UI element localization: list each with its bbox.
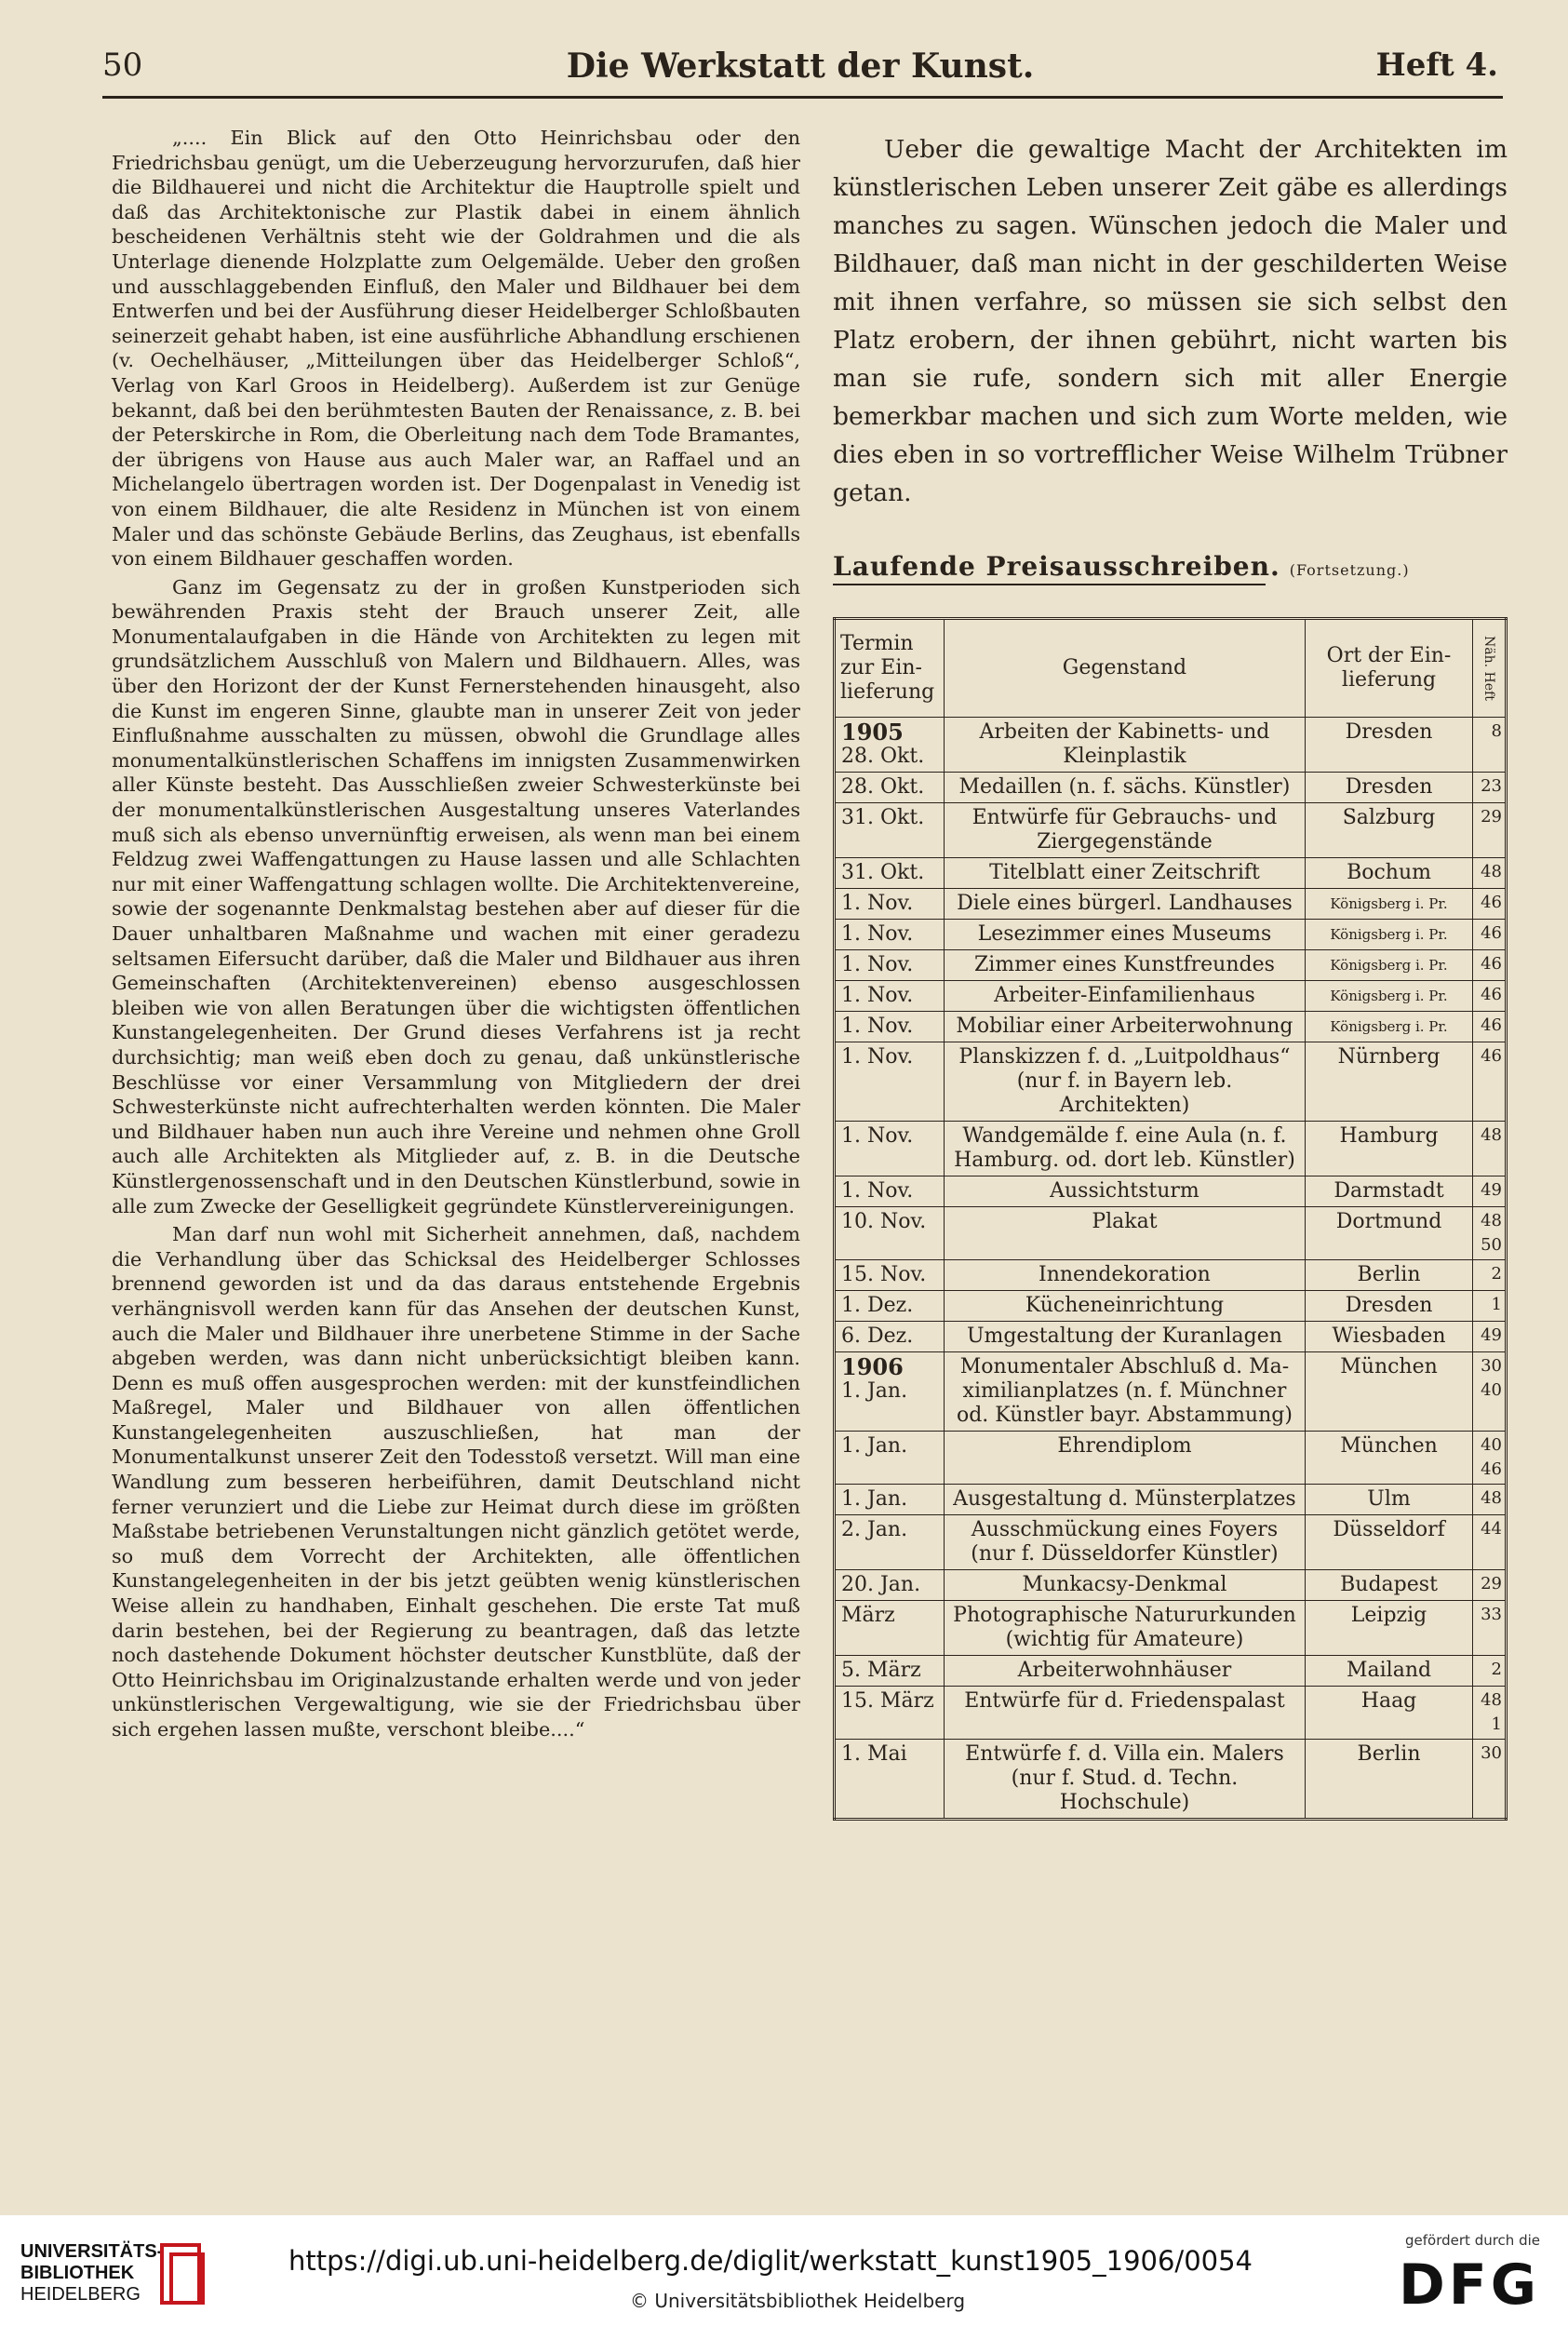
subject-line: (nur f. Düsseldorfer Künstler) xyxy=(971,1542,1279,1566)
subject-line: Hamburg. od. dort leb. Künstler) xyxy=(954,1149,1295,1172)
subject-line: Entwürfe f. d. Villa ein. Malers xyxy=(965,1742,1284,1766)
issue-ref: 48 xyxy=(1481,1211,1502,1230)
deadline-date: 15. März xyxy=(841,1689,934,1713)
library-logo-icon xyxy=(156,2239,210,2308)
deadline-cell xyxy=(835,1740,945,1820)
intro-paragraph: Ueber die gewaltige Macht der Architekten im künstlerischen Leben unserer Zeit gäbe es allerdings manches zu sagen. Wünschen jedoch die Maler und Bildhauer, daß man nicht in der geschilderten Weise mit ihnen verfahre, so müssen sie sich selbst den Platz erobern, der ihnen gebührt, nicht warten bis man sie rufe, sondern sich mit aller Energie bemerkbar machen und sich zum Worte melden, wie dies eben in so vortrefflicher Weise Wilhelm Trübner getan. xyxy=(833,135,1508,507)
subject-line: Arbeiterwohnhäuser xyxy=(1017,1659,1232,1682)
deadline-cell xyxy=(835,1570,945,1601)
subject-line: od. Künstler bayr. Abstammung) xyxy=(956,1404,1293,1427)
subject-cell xyxy=(944,718,1305,773)
subject-cell xyxy=(944,1432,1305,1485)
place-cell: Königsberg i. Pr. xyxy=(1306,889,1473,920)
place-cell: Düsseldorf xyxy=(1306,1515,1473,1570)
header-termin-line: lieferung xyxy=(840,680,935,704)
deadline-date: 1. Nov. xyxy=(841,984,914,1007)
header-place xyxy=(1306,619,1473,718)
subject-line: Medaillen (n. f. sächs. Künstler) xyxy=(958,775,1291,799)
issue-ref: 46 xyxy=(1481,1046,1502,1066)
issue-ref: 23 xyxy=(1481,776,1502,796)
issue-ref: 46 xyxy=(1481,923,1502,943)
table-row xyxy=(835,718,1507,773)
issue-ref: 46 xyxy=(1481,1015,1502,1035)
deadline-date: 15. Nov. xyxy=(841,1263,927,1286)
issue-ref: 49 xyxy=(1481,1325,1502,1345)
subject-cell xyxy=(944,803,1305,858)
table-row xyxy=(835,1432,1507,1485)
deadline-cell xyxy=(835,1656,945,1687)
subject-cell xyxy=(944,1042,1305,1122)
place-cell: Ulm xyxy=(1306,1485,1473,1515)
subject-cell xyxy=(944,1515,1305,1570)
deadline-cell xyxy=(835,981,945,1012)
issue-ref: 2 xyxy=(1491,1660,1502,1679)
place-cell: Haag xyxy=(1306,1687,1473,1740)
section-rule xyxy=(833,584,1266,585)
issue-ref: 40 xyxy=(1481,1435,1502,1455)
table-row xyxy=(835,1515,1507,1570)
header-subject: Gegenstand xyxy=(944,619,1305,718)
issue-ref: 1 xyxy=(1491,1714,1502,1734)
subject-line: Diele eines bürgerl. Landhauses xyxy=(957,892,1293,915)
place-cell: Bochum xyxy=(1306,858,1473,889)
table-row xyxy=(835,920,1507,950)
left-column xyxy=(112,126,800,1742)
issue-ref: 48 xyxy=(1481,1690,1502,1710)
issue-ref-cell xyxy=(1473,1687,1507,1740)
deadline-cell xyxy=(835,803,945,858)
table-row xyxy=(835,1656,1507,1687)
subject-line: Zimmer eines Kunstfreundes xyxy=(973,953,1275,976)
place-cell: Salzburg xyxy=(1306,803,1473,858)
table-row xyxy=(835,773,1507,803)
subject-cell xyxy=(944,1687,1305,1740)
place-cell: Königsberg i. Pr. xyxy=(1306,920,1473,950)
place-cell: München xyxy=(1306,1352,1473,1432)
issue-ref-cell xyxy=(1473,1740,1507,1820)
deadline-cell xyxy=(835,1122,945,1176)
deadline-cell xyxy=(835,1291,945,1322)
section-title: Laufende Preisausschreiben. xyxy=(833,551,1280,582)
subject-cell xyxy=(944,1176,1305,1207)
deadline-date: 10. Nov. xyxy=(841,1210,927,1233)
place-cell: Wiesbaden xyxy=(1306,1322,1473,1352)
subject-line: ximilianplatzes (n. f. Münchner xyxy=(962,1379,1287,1403)
subject-cell xyxy=(944,858,1305,889)
issue-ref-cell xyxy=(1473,950,1507,981)
deadline-date: 1. Jan. xyxy=(841,1434,908,1458)
issue-ref: 50 xyxy=(1481,1235,1502,1255)
place-cell: Nürnberg xyxy=(1306,1042,1473,1122)
paragraph: „.... Ein Blick auf den Otto Heinrichsbau oder den Friedrichsbau genügt, um die Ueberzeugung hervorzurufen, daß hier die Bildhauerei und nicht die Architektur die Hauptrolle spielt und daß das Architektonische zur Plastik dabei in einem ähnlich bescheidenen Verhältnis steht wie der Goldrahmen und die als Unterlage dienende Holzplatte zum Oelgemälde. Ueber den großen und ausschlaggebenden Einfluß, den Maler und Bildhauer bei dem Entwerfen und bei der Ausführung dieser Heidelberger Schloßbauten seinerzeit gehabt haben, ist eine ausführliche Abhandlung erschienen (v. Oechelhäuser, „Mitteilungen über das Heidelberger Schloß“, Verlag von Karl Groos in Heidelberg). Außerdem ist zur Genüge bekannt, daß bei den berühmtesten Bauten der Renaissance, z. B. bei der Peterskirche in Rom, die Oberleitung nach dem Tode Bramantes, der übrigens von Hause aus auch Maler war, an Raffael und an Michelangelo übertragen worden ist. Der Dogenpalast in Venedig ist von einem Bildhauer, die alte Residenz in München ist von einem Maler und das schönste Gebäude Berlins, das Zeughaus, ist ebenfalls von einem Bildhauer geschaffen worden. xyxy=(112,127,800,571)
issue-ref: 2 xyxy=(1491,1264,1502,1284)
subject-cell xyxy=(944,773,1305,803)
deadline-cell xyxy=(835,1515,945,1570)
table-row xyxy=(835,1570,1507,1601)
table-row xyxy=(835,950,1507,981)
deadline-cell xyxy=(835,1207,945,1260)
deadline-cell xyxy=(835,773,945,803)
deadline-date: 5. März xyxy=(841,1659,921,1682)
issue-ref-cell xyxy=(1473,1432,1507,1485)
issue-ref-cell xyxy=(1473,803,1507,858)
issue-ref: 44 xyxy=(1481,1519,1502,1539)
subject-line: Planskizzen f. d. „Luitpoldhaus“ xyxy=(958,1045,1291,1069)
header-place-line: Ort der Ein- xyxy=(1326,644,1452,667)
subject-line: Entwürfe für Gebrauchs- und xyxy=(972,806,1278,829)
deadline-date: 2. Jan. xyxy=(841,1518,908,1541)
table-row xyxy=(835,1352,1507,1432)
deadline-date: 28. Okt. xyxy=(841,745,925,768)
header-place-line: lieferung xyxy=(1341,668,1437,692)
subject-line: Plakat xyxy=(1092,1210,1158,1233)
header-termin xyxy=(835,619,945,718)
table-row xyxy=(835,1687,1507,1740)
issue-ref: 8 xyxy=(1491,721,1502,741)
deadline-date: 31. Okt. xyxy=(841,806,925,829)
deadline-cell xyxy=(835,858,945,889)
deadline-date: März xyxy=(841,1604,895,1627)
deadline-date: 1. Jan. xyxy=(841,1487,908,1511)
paragraph: Man darf nun wohl mit Sicherheit annehmen, daß, nachdem die Verhandlung über das Schicksal des Heidelberger Schlosses brennend geworden ist und da das daraus entstehende Ergebnis verhängnisvoll werden kann für das Ansehen der deutschen Kunst, auch die Maler und Bildhauer ihre unerbetene Stimme in der Sache abgeben werden, was dann nicht unberücksichtigt bleiben kann. Denn es muß offen ausgesprochen werden: mit der kunstfeindlichen Maßregel, Maler und Bildhauer von allen öffentlichen Kunstangelegenheiten auszuschließen, hat man der Monumentalkunst unserer Zeit den Todesstoß versetzt. Will man eine Wandlung zum besseren herbeiführen, damit Deutschland nicht ferner verunziert und die Liebe zur Heimat durch diese im größten Maßstabe betriebenen Verunstaltungen nicht gänzlich getötet werde, so muß dem Vorrecht der Architekten, alle öffentlichen Kunstangelegenheiten in der bis jetzt geübten wenig künstlerischen Weise allein zu handhaben, Einhalt geschehen. Die erste Tat muß darin bestehen, bei der Regierung zu beantragen, daß das letzte noch dastehende Dokument höchster deutscher Kunstblüte, daß der Otto Heinrichsbau im Originalzustande erhalten werde und von jeder unkünstlerischen Vergewaltigung, wie sie der Friedrichsbau über sich ergehen lassen mußte, verschont bleibe....“ xyxy=(112,1223,800,1741)
subject-line: Mobiliar einer Arbeiterwohnung xyxy=(956,1015,1293,1038)
subject-cell xyxy=(944,950,1305,981)
table-row xyxy=(835,1260,1507,1291)
deadline-cell xyxy=(835,1012,945,1042)
deadline-date: 1. Nov. xyxy=(841,922,914,946)
deadline-date: 1. Nov. xyxy=(841,892,914,915)
issue-ref-cell xyxy=(1473,1012,1507,1042)
deadline-date: 20. Jan. xyxy=(841,1573,921,1596)
library-name-line: UNIVERSITÄTS- xyxy=(20,2241,164,2262)
subject-cell xyxy=(944,1601,1305,1656)
deadline-cell xyxy=(835,1176,945,1207)
deadline-cell xyxy=(835,718,945,773)
subject-cell xyxy=(944,1485,1305,1515)
running-header xyxy=(102,47,1498,102)
header-issue: Näh. Heft xyxy=(1473,619,1507,718)
subject-line: (nur f. in Bayern leb. Architekten) xyxy=(1016,1069,1233,1117)
issue-ref: 49 xyxy=(1481,1180,1502,1200)
issue-ref-cell xyxy=(1473,1352,1507,1432)
subject-cell xyxy=(944,1656,1305,1687)
table-row xyxy=(835,981,1507,1012)
place-cell: Königsberg i. Pr. xyxy=(1306,981,1473,1012)
subject-cell xyxy=(944,981,1305,1012)
deadline-cell xyxy=(835,889,945,920)
deadline-date: 6. Dez. xyxy=(841,1324,914,1348)
deadline-date: 1. Jan. xyxy=(841,1379,908,1403)
year-label: 1905 xyxy=(841,719,904,746)
issue-ref-cell xyxy=(1473,1122,1507,1176)
table-row xyxy=(835,1012,1507,1042)
copyright-text: © Universitätsbibliothek Heidelberg xyxy=(630,2290,966,2312)
issue-ref: 30 xyxy=(1481,1356,1502,1376)
table-row xyxy=(835,1322,1507,1352)
subject-line: Arbeiter-Einfamilienhaus xyxy=(994,984,1255,1007)
deadline-cell xyxy=(835,1687,945,1740)
subject-line: Titelblatt einer Zeitschrift xyxy=(989,861,1260,884)
deadline-cell xyxy=(835,1260,945,1291)
subject-cell xyxy=(944,1012,1305,1042)
deadline-cell xyxy=(835,1601,945,1656)
deadline-date: 28. Okt. xyxy=(841,775,925,799)
place-cell: Mailand xyxy=(1306,1656,1473,1687)
deadline-cell xyxy=(835,1352,945,1432)
library-name-line: BIBLIOTHEK xyxy=(20,2263,135,2283)
table-row xyxy=(835,1291,1507,1322)
subject-line: Arbeiten der Kabinetts- und xyxy=(979,720,1270,744)
subject-line: (wichtig für Amateure) xyxy=(1005,1628,1244,1651)
subject-line: Monumentaler Abschluß d. Ma- xyxy=(959,1355,1290,1378)
deadline-date: 31. Okt. xyxy=(841,861,925,884)
subject-line: Entwürfe für d. Friedenspalast xyxy=(964,1689,1285,1713)
viewer-footer xyxy=(0,2215,1568,2326)
deadline-date: 1. Nov. xyxy=(841,953,914,976)
subject-line: Ausgestaltung d. Münsterplatzes xyxy=(953,1487,1296,1511)
issue-ref: 30 xyxy=(1481,1743,1502,1763)
subject-line: (nur f. Stud. d. Techn. Hochschule) xyxy=(1011,1767,1239,1814)
issue-ref-cell xyxy=(1473,1042,1507,1122)
issue-ref-cell xyxy=(1473,920,1507,950)
subject-cell xyxy=(944,1570,1305,1601)
competitions-table xyxy=(833,617,1508,1821)
place-cell: Berlin xyxy=(1306,1260,1473,1291)
subject-cell xyxy=(944,1207,1305,1260)
table-row xyxy=(835,1601,1507,1656)
section-heading xyxy=(833,551,1508,582)
table-row xyxy=(835,803,1507,858)
place-cell: Darmstadt xyxy=(1306,1176,1473,1207)
year-label: 1906 xyxy=(841,1353,904,1380)
place-cell: Budapest xyxy=(1306,1570,1473,1601)
table-row xyxy=(835,1485,1507,1515)
place-cell: Dresden xyxy=(1306,773,1473,803)
subject-cell xyxy=(944,1122,1305,1176)
issue-ref-cell xyxy=(1473,981,1507,1012)
library-city-line: HEIDELBERG xyxy=(20,2284,141,2305)
place-cell: Hamburg xyxy=(1306,1122,1473,1176)
issue-ref-cell xyxy=(1473,1207,1507,1260)
issue-ref-cell xyxy=(1473,889,1507,920)
subject-line: Munkacsy-Denkmal xyxy=(1022,1573,1227,1596)
right-column xyxy=(833,130,1508,1821)
issue-ref: 40 xyxy=(1481,1380,1502,1400)
issue-ref: 48 xyxy=(1481,1125,1502,1145)
header-termin-line: Termin xyxy=(840,632,914,655)
subject-line: Aussichtsturm xyxy=(1050,1179,1199,1203)
deadline-date: 1. Nov. xyxy=(841,1045,914,1069)
issue-ref: 46 xyxy=(1481,985,1502,1004)
deadline-date: 1. Dez. xyxy=(841,1294,914,1317)
deadline-cell xyxy=(835,1042,945,1122)
deadline-date: 1. Nov. xyxy=(841,1015,914,1038)
subject-cell xyxy=(944,889,1305,920)
header-termin-line: zur Ein- xyxy=(840,656,922,679)
deadline-date: 1. Nov. xyxy=(841,1179,914,1203)
subject-cell xyxy=(944,920,1305,950)
issue-ref-cell xyxy=(1473,718,1507,773)
place-cell: Dresden xyxy=(1306,1291,1473,1322)
issue-ref: 46 xyxy=(1481,893,1502,912)
issue-ref-cell xyxy=(1473,1291,1507,1322)
table-row xyxy=(835,1207,1507,1260)
table-row xyxy=(835,1176,1507,1207)
subject-cell xyxy=(944,1740,1305,1820)
table-body xyxy=(835,718,1507,1820)
issue-ref-cell xyxy=(1473,1515,1507,1570)
subject-cell xyxy=(944,1352,1305,1432)
place-cell: Berlin xyxy=(1306,1740,1473,1820)
permalink-link[interactable]: https://digi.ub.uni-heidelberg.de/diglit/werkstatt_kunst1905_1906/0054 xyxy=(288,2245,1253,2277)
library-logo-text xyxy=(20,2241,163,2306)
subject-line: Photographische Natururkunden xyxy=(953,1604,1296,1627)
header-rule xyxy=(102,96,1503,99)
deadline-cell xyxy=(835,920,945,950)
subject-cell xyxy=(944,1291,1305,1322)
dfg-logo: DFG xyxy=(1398,2252,1540,2318)
deadline-cell xyxy=(835,1485,945,1515)
issue-label: Heft 4. xyxy=(1375,47,1498,84)
place-cell: Dortmund xyxy=(1306,1207,1473,1260)
subject-line: Wandgemälde f. eine Aula (n. f. xyxy=(962,1124,1287,1148)
issue-ref-cell xyxy=(1473,1656,1507,1687)
issue-ref: 1 xyxy=(1491,1295,1502,1314)
table-header-row xyxy=(835,619,1507,718)
place-cell: München xyxy=(1306,1432,1473,1485)
section-note: (Fortsetzung.) xyxy=(1289,561,1410,579)
page-number: 50 xyxy=(102,47,143,84)
subject-line: Ziergegenstände xyxy=(1037,830,1213,854)
deadline-cell xyxy=(835,1432,945,1485)
subject-cell xyxy=(944,1322,1305,1352)
place-cell: Leipzig xyxy=(1306,1601,1473,1656)
subject-line: Kücheneinrichtung xyxy=(1025,1294,1225,1317)
issue-ref: 48 xyxy=(1481,1488,1502,1508)
issue-ref-cell xyxy=(1473,1570,1507,1601)
table-row xyxy=(835,858,1507,889)
subject-line: Kleinplastik xyxy=(1063,745,1186,768)
table-row xyxy=(835,1740,1507,1820)
issue-ref: 46 xyxy=(1481,1459,1502,1479)
subject-line: Ausschmückung eines Foyers xyxy=(971,1518,1279,1541)
issue-ref-cell xyxy=(1473,773,1507,803)
subject-cell xyxy=(944,1260,1305,1291)
issue-ref-cell xyxy=(1473,858,1507,889)
issue-ref: 33 xyxy=(1481,1605,1502,1624)
place-cell: Königsberg i. Pr. xyxy=(1306,950,1473,981)
table-row xyxy=(835,1042,1507,1122)
issue-ref: 29 xyxy=(1481,1574,1502,1593)
issue-ref: 46 xyxy=(1481,954,1502,974)
subject-line: Umgestaltung der Kuranlagen xyxy=(966,1324,1282,1348)
deadline-cell xyxy=(835,1322,945,1352)
issue-ref-cell xyxy=(1473,1176,1507,1207)
issue-ref: 48 xyxy=(1481,862,1502,881)
table-row xyxy=(835,1122,1507,1176)
deadline-date: 1. Mai xyxy=(841,1742,907,1766)
table-row xyxy=(835,889,1507,920)
subject-line: Lesezimmer eines Museums xyxy=(977,922,1272,946)
place-cell: Königsberg i. Pr. xyxy=(1306,1012,1473,1042)
journal-title: Die Werkstatt der Kunst. xyxy=(566,47,1035,86)
subject-line: Innendekoration xyxy=(1039,1263,1211,1286)
deadline-date: 1. Nov. xyxy=(841,1124,914,1148)
funding-note: gefördert durch die xyxy=(1405,2232,1540,2249)
issue-ref-cell xyxy=(1473,1601,1507,1656)
issue-ref-cell xyxy=(1473,1485,1507,1515)
issue-ref-cell xyxy=(1473,1322,1507,1352)
paragraph: Ganz im Gegensatz zu der in großen Kunstperioden sich bewährenden Praxis steht der Brauch unserer Zeit, alle Monumentalaufgaben in die Hände von Architekten zu legen mit grundsätzlichem Ausschluß von Malern und Bildhauern. Alles, was über den Horizont der der Kunst Fernerstehenden hinausgeht, also die Kunst im engeren Sinne, glaubte man in unserer Zeit von jeder Einflußnahme ausschalten zu müssen, obwohl die Grundlage alles monumentalkünstlerischen Schaffens im innigsten Zusammenwirken aller Künste besteht. Das Ausschließen zweier Schwesterkünste bei der monumentalkünstlerischen Ausgestaltung unseres Vaterlandes muß sich als ebenso unvernünftig erweisen, als wenn man bei einem Feldzug zwei Waffengattungen zu Hause lassen und alle Schlachten nur mit einer Waffengattung schlagen wollte. Die Architektenvereine, sowie der sogenannte Denkmalstag bestehen aber auf dieser für die Dauer unhaltbaren Maßnahme und wachen mit einer geradezu seltsamen Eifersucht darüber, daß die Maler und Bildhauer aus ihren Gemeinschaften (Architektenvereinen) ebenso ausgeschlossen bleiben wie von allen Beratungen über die wichtigsten öffentlichen Kunstangelegenheiten. Der Grund dieses Verfahrens ist ja recht durchsichtig; man weiß eben doch zu genau, daß unkünstlerische Beschlüsse vor einer Versammlung von Mitgliedern der drei Schwesterkünste nicht aufrechterhalten werden könnten. Die Maler und Bildhauer haben nun auch ihre Vereine und nehmen ohne Groll auch alle Architekten als Mitglieder auf, z. B. in die Deutsche Künstlergenossenschaft und in den Deutschen Künstlerbund, sowie in alle zum Zwecke der Geselligkeit gegründete Künstlervereinigungen. xyxy=(112,575,800,1217)
issue-ref-cell xyxy=(1473,1260,1507,1291)
place-cell: Dresden xyxy=(1306,718,1473,773)
deadline-cell xyxy=(835,950,945,981)
subject-line: Ehrendiplom xyxy=(1057,1434,1192,1458)
issue-ref: 29 xyxy=(1481,807,1502,827)
